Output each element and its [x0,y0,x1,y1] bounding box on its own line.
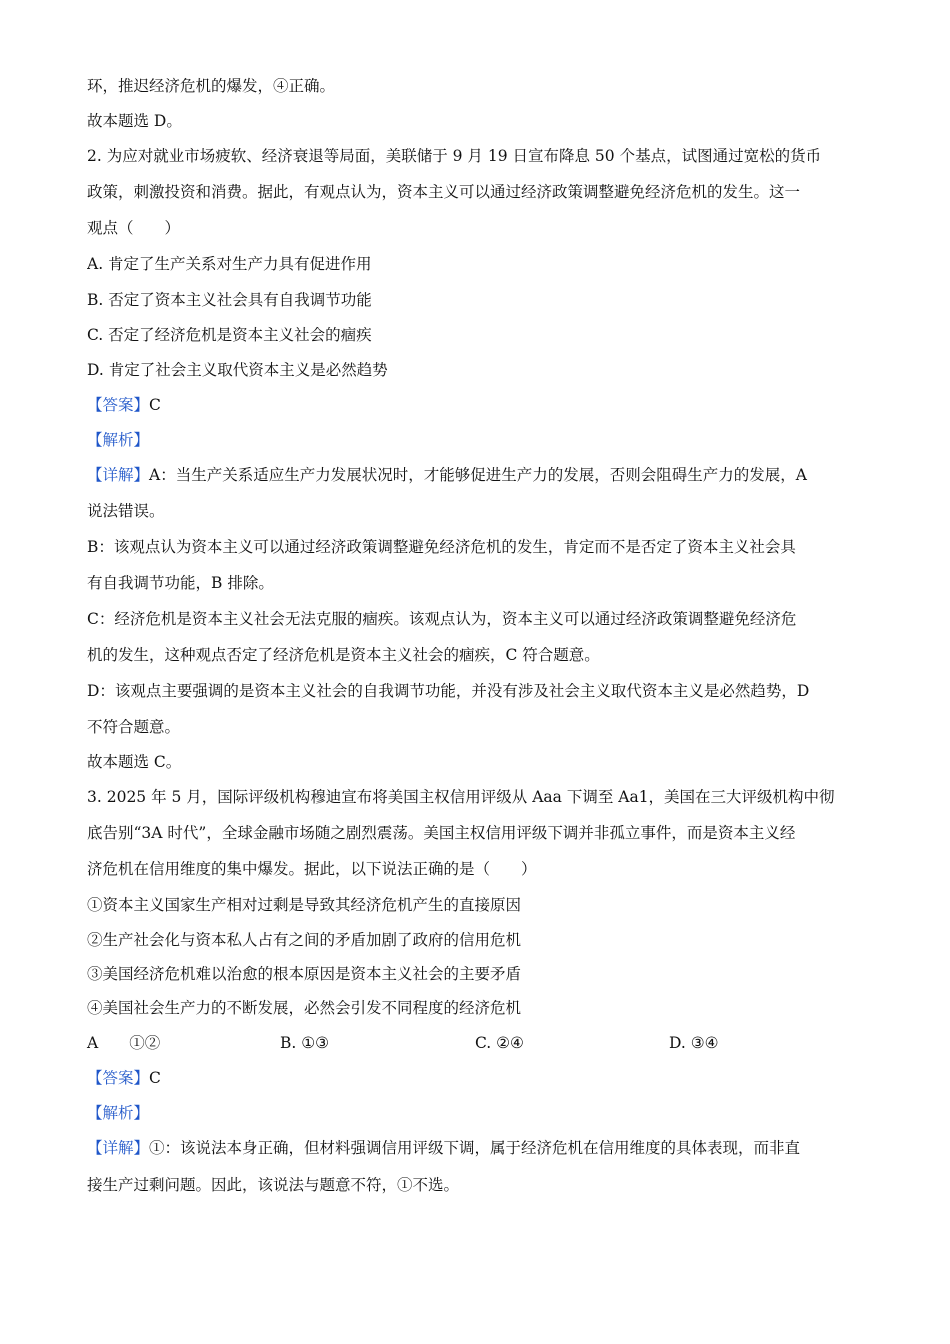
detail-tag: 【详解】 [87,466,150,484]
answer-value: C [149,1069,161,1087]
detail-line [87,1137,877,1159]
text-line: 机的发生，这种观点否定了经济危机是资本主义社会的痼疾，C 符合题意。 [87,646,600,664]
text-line: B：该观点认为资本主义可以通过经济政策调整避免经济危机的发生，肯定而不是否定了资本主义社会具 [87,538,796,556]
question-3-statement-4: ④美国社会生产力的不断发展，必然会引发不同程度的经济危机 [87,999,522,1017]
question-3-option-a: A ①② [87,1034,161,1052]
question-3-statement-1: ①资本主义国家生产相对过剩是导致其经济危机产生的直接原因 [87,896,522,914]
question-3-option-c: C. ②④ [475,1034,524,1052]
text-line: 环，推迟经济危机的爆发，④正确。 [87,77,336,95]
analysis-tag: 【解析】 [87,1104,150,1122]
question-2-stem: 政策，刺激投资和消费。据此，有观点认为，资本主义可以通过经济政策调整避免经济危机的发生。这一 [87,183,801,201]
detail-line [87,464,877,486]
question-2-stem: 观点（ ） [87,219,181,237]
detail-tag: 【详解】 [87,1139,150,1157]
answer-line [87,394,877,416]
question-3-option-b: B. ①③ [280,1034,330,1052]
text-line: 不符合题意。 [87,718,181,736]
question-3-stem: 3. 2025 年 5 月，国际评级机构穆迪宣布将美国主权信用评级从 Aaa 下调至 Aa1，美国在三大评级机构中彻 [87,788,835,806]
question-2-option-c: C. 否定了经济危机是资本主义社会的痼疾 [87,326,372,344]
text-line: 故本题选 C。 [87,753,182,771]
question-3-stem: 底告别“3A 时代”，全球金融市场随之剧烈震荡。美国主权信用评级下调并非孤立事件，而是资本主义经 [87,824,796,842]
detail-text: A：当生产关系适应生产力发展状况时，才能够促进生产力的发展，否则会阻碍生产力的发展，A [149,466,807,484]
question-2-option-a: A. 肯定了生产关系对生产力具有促进作用 [87,255,372,273]
answer-tag: 【答案】 [87,1069,150,1087]
question-2-option-b: B. 否定了资本主义社会具有自我调节功能 [87,291,372,309]
answer-line [87,1067,877,1089]
question-3-options [87,1032,877,1054]
text-line: 说法错误。 [87,502,165,520]
text-line: 接生产过剩问题。因此，该说法与题意不符，①不选。 [87,1176,460,1194]
text-line: 有自我调节功能，B 排除。 [87,574,274,592]
question-2-stem: 2. 为应对就业市场疲软、经济衰退等局面，美联储于 9 月 19 日宣布降息 50 个基点，试图通过宽松的货币 [87,147,822,165]
analysis-line [87,1102,877,1124]
text-line: D：该观点主要强调的是资本主义社会的自我调节功能，并没有涉及社会主义取代资本主义是必然趋势，D [87,682,810,700]
detail-text: ①：该说法本身正确，但材料强调信用评级下调，属于经济危机在信用维度的具体表现，而非直 [149,1139,801,1157]
question-3-statement-2: ②生产社会化与资本私人占有之间的矛盾加剧了政府的信用危机 [87,931,522,949]
answer-tag: 【答案】 [87,396,150,414]
question-3-option-d: D. ③④ [669,1034,719,1052]
question-3-statement-3: ③美国经济危机难以治愈的根本原因是资本主义社会的主要矛盾 [87,965,522,983]
question-2-option-d: D. 肯定了社会主义取代资本主义是必然趋势 [87,361,388,379]
text-line: C：经济危机是资本主义社会无法克服的痼疾。该观点认为，资本主义可以通过经济政策调整避免经济危 [87,610,797,628]
question-3-stem: 济危机在信用维度的集中爆发。据此，以下说法正确的是（ ） [87,860,537,878]
answer-value: C [149,396,161,414]
text-line: 故本题选 D。 [87,112,182,130]
analysis-tag: 【解析】 [87,431,150,449]
analysis-line [87,429,877,451]
